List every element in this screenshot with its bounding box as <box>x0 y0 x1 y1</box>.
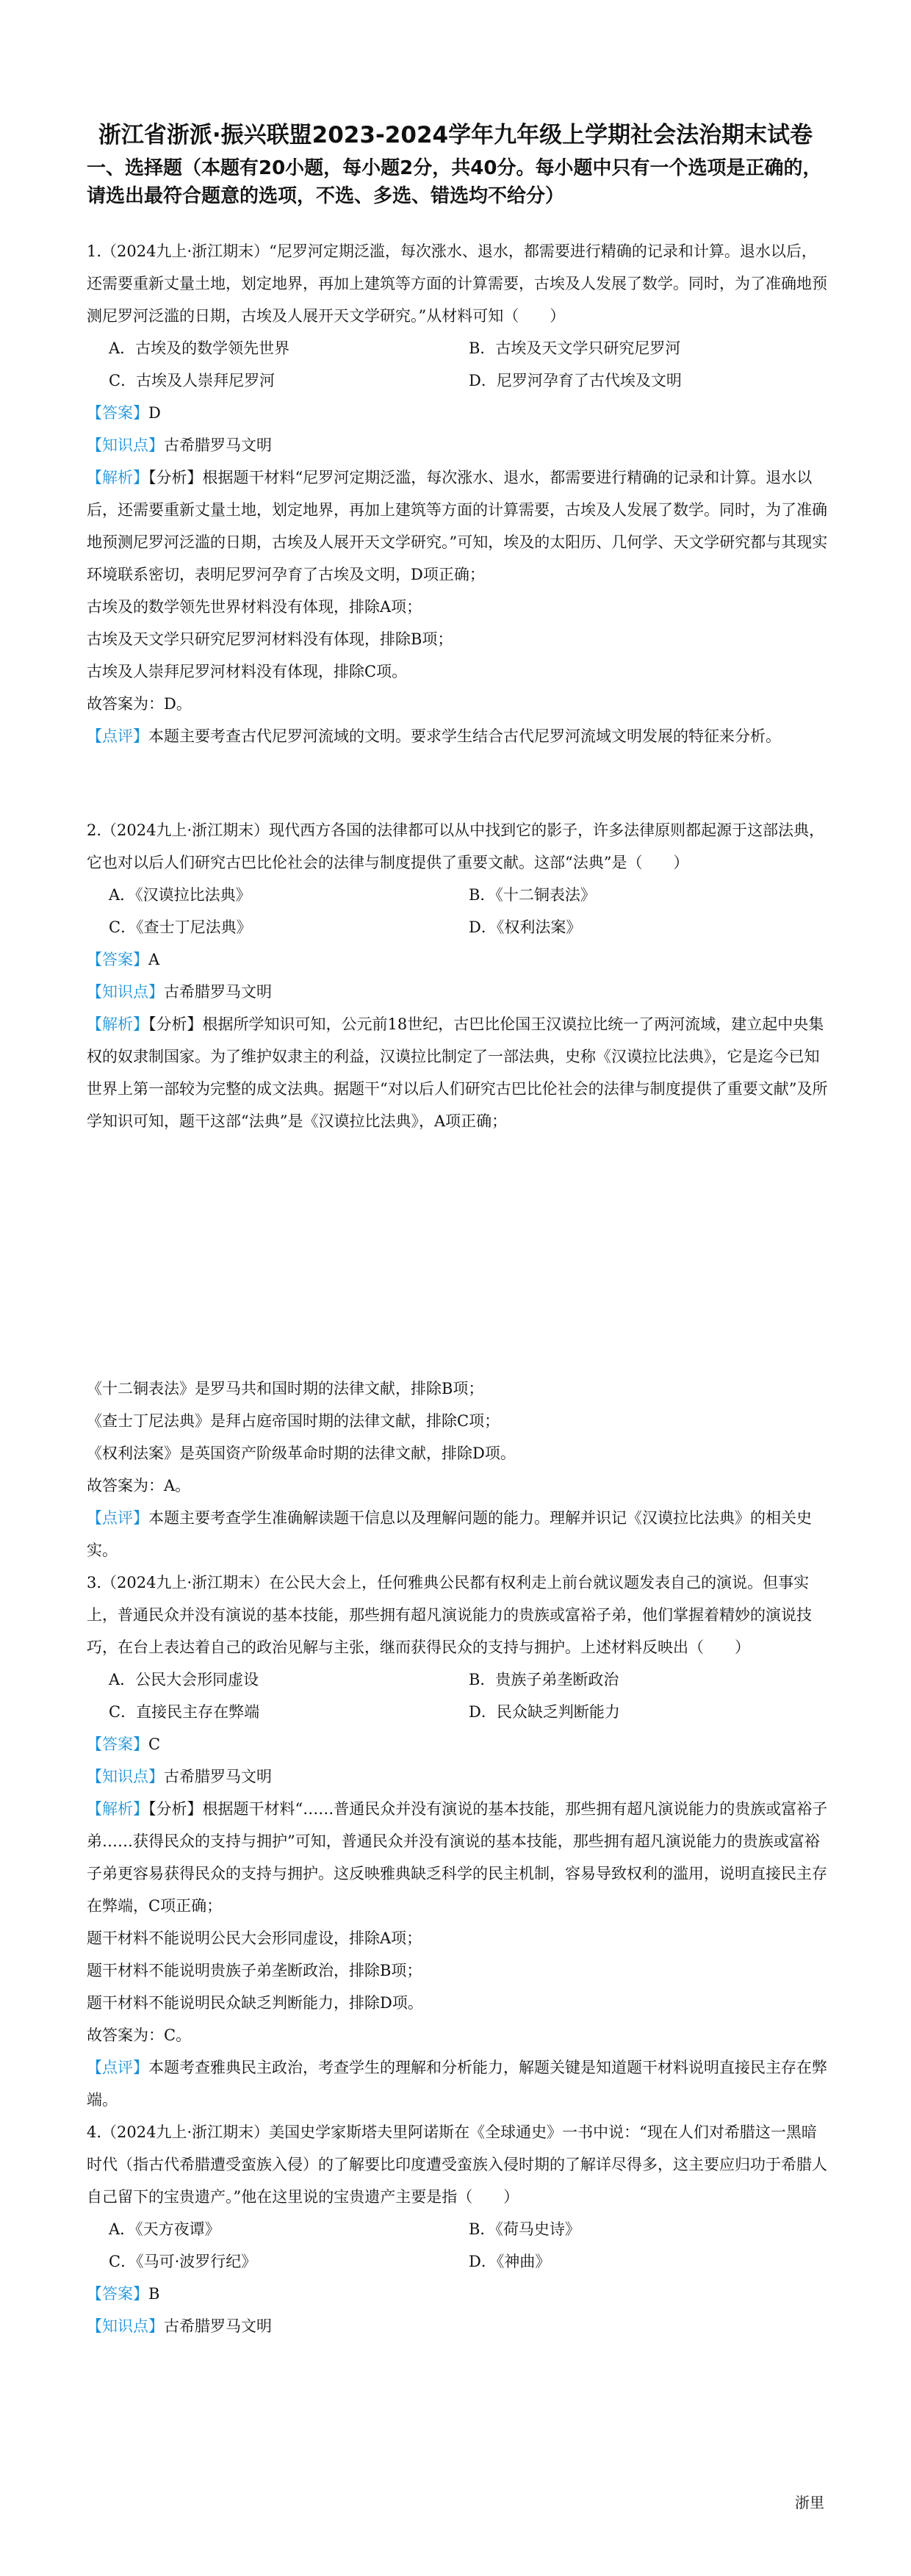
analysis-elimination: 《十二铜表法》是罗马共和国时期的法律文献，排除B项； <box>87 1380 484 1397</box>
final-answer: 故答案为：D。 <box>87 695 192 713</box>
question-1-stem: 1.（2024九上·浙江期末）“尼罗河定期泛滥，每次涨水、退水，都需要进行精确的记录和计算。退水以后，还需要重新丈量土地，划定地界，再加上建筑等方面的计算需要，古埃及人发展了数学。同时，为了准确地预测尼罗河泛滥的日期，古埃及人展开天文学研究。”从材料可知（ ） <box>87 242 827 325</box>
question-2-options-2 <box>87 911 829 943</box>
page-title: 浙江省浙派·振兴联盟2023-2024学年九年级上学期社会法治期末试卷 <box>98 122 813 148</box>
answer-value: D <box>148 404 161 422</box>
question-2 <box>87 814 829 1137</box>
final-answer: 故答案为：A。 <box>87 1477 191 1494</box>
comment-label: 【点评】 <box>87 1509 148 1527</box>
analysis-elimination: 题干材料不能说明民众缺乏判断能力，排除D项。 <box>87 1994 423 2012</box>
question-2-stem: 2.（2024九上·浙江期末）现代西方各国的法律都可以从中找到它的影子，许多法律原则都起源于这部法典，它也对以后人们研究古巴比伦社会的法律与制度提供了重要文献。这部“法典”是（ ） <box>87 821 825 871</box>
analysis-line <box>87 461 829 591</box>
question-2-options <box>87 879 829 911</box>
final-answer: 故答案为：C。 <box>87 2026 192 2044</box>
analysis-text: 【分析】根据题干材料“……普通民众并没有演说的基本技能，那些拥有超凡演说能力的贵族或富裕子弟……获得民众的支持与拥护”可知，普通民众并没有演说的基本技能，那些拥有超凡演说能力的贵族或富裕子弟更容易获得民众的支持与拥护。这反映雅典缺乏科学的民主机制，容易导致权利的滥用，说明直接民主存在弊端，C项正确； <box>87 1800 828 1915</box>
option-b: B．《十二铜表法》 <box>469 886 596 904</box>
analysis-elimination: 题干材料不能说明贵族子弟垄断政治，排除B项； <box>87 1962 422 1979</box>
analysis-line <box>87 1008 829 1137</box>
analysis-elimination: 《权利法案》是英国资产阶级革命时期的法律文献，排除D项。 <box>87 1444 516 1462</box>
answer-label: 【答案】 <box>87 2285 148 2303</box>
page-footer: 浙里 <box>795 2494 824 2511</box>
option-a: A．公民大会形同虚设 <box>109 1671 259 1688</box>
knowledge-line <box>87 429 829 461</box>
option-d: D．尼罗河孕育了古代埃及文明 <box>469 372 682 389</box>
section-heading: 一、选择题（本题有20小题，每小题2分，共40分。每小题中只有一个选项是正确的，请选出最符合题意的选项，不选、多选、错选均不给分） <box>87 157 822 207</box>
question-3-stem: 3.（2024九上·浙江期末）在公民大会上，任何雅典公民都有权利走上前台就议题发表自己的演说。但事实上，普通民众并没有演说的基本技能，那些拥有超凡演说能力的贵族或富裕子弟，他们掌握着精妙的演说技巧，在台上表达着自己的政治见解与主张，继而获得民众的支持与拥护。上述材料反映出（ ） <box>87 1574 812 1656</box>
knowledge-label: 【知识点】 <box>87 436 164 454</box>
analysis-label: 【解析】 <box>87 1015 148 1033</box>
answer-label: 【答案】 <box>87 404 148 422</box>
answer-label: 【答案】 <box>87 951 148 968</box>
answer-label: 【答案】 <box>87 1735 148 1753</box>
knowledge-value: 古希腊罗马文明 <box>164 983 272 1001</box>
comment-line <box>87 2051 829 2116</box>
question-3-options <box>87 1663 829 1696</box>
knowledge-line <box>87 2310 829 2342</box>
knowledge-line <box>87 1760 829 1793</box>
question-3-options-2 <box>87 1696 829 1728</box>
comment-text: 本题主要考查学生准确解读题干信息以及理解问题的能力。理解并识记《汉谟拉比法典》的相关史实。 <box>87 1509 812 1559</box>
analysis-elimination: 古埃及人崇拜尼罗河材料没有体现，排除C项。 <box>87 663 408 680</box>
answer-value: C <box>148 1735 161 1753</box>
knowledge-value: 古希腊罗马文明 <box>164 2317 272 2335</box>
option-d: D．民众缺乏判断能力 <box>469 1703 620 1721</box>
comment-line <box>87 1502 829 1566</box>
option-a: A．古埃及的数学领先世界 <box>109 339 290 357</box>
answer-value: B <box>148 2285 160 2303</box>
option-c: C．《马可·波罗行纪》 <box>109 2253 257 2270</box>
option-d: D．《神曲》 <box>469 2253 551 2270</box>
option-b: B．《荷马史诗》 <box>469 2220 580 2238</box>
option-c: C．古埃及人崇拜尼罗河 <box>109 372 276 389</box>
knowledge-label: 【知识点】 <box>87 2317 164 2335</box>
answer-value: A <box>148 951 160 968</box>
analysis-elimination: 《查士丁尼法典》是拜占庭帝国时期的法律文献，排除C项； <box>87 1412 500 1430</box>
question-4-options <box>87 2213 829 2245</box>
question-1-options-2 <box>87 364 829 397</box>
option-b: B．古埃及天文学只研究尼罗河 <box>469 339 681 357</box>
question-1 <box>87 235 829 752</box>
analysis-elimination: 古埃及天文学只研究尼罗河材料没有体现，排除B项； <box>87 630 453 648</box>
analysis-label: 【解析】 <box>87 1800 148 1818</box>
question-4-stem: 4.（2024九上·浙江期末）美国史学家斯塔夫里阿诺斯在《全球通史》一书中说：“现在人们对希腊这一黑暗时代（指古代希腊遭受蛮族入侵）的了解要比印度遭受蛮族入侵时期的了解详尽得多，这主要应归功于希腊人自己留下的宝贵遗产。”他在这里说的宝贵遗产主要是指（ ） <box>87 2123 827 2206</box>
comment-text: 本题主要考查古代尼罗河流域的文明。要求学生结合古代尼罗河流域文明发展的特征来分析。 <box>148 727 781 745</box>
knowledge-line <box>87 976 829 1008</box>
option-c: C．《查士丁尼法典》 <box>109 918 252 936</box>
knowledge-value: 古希腊罗马文明 <box>164 436 272 454</box>
option-d: D．《权利法案》 <box>469 918 582 936</box>
option-b: B．贵族子弟垄断政治 <box>469 1671 619 1688</box>
knowledge-label: 【知识点】 <box>87 983 164 1001</box>
comment-label: 【点评】 <box>87 2059 148 2076</box>
analysis-text: 【分析】根据所学知识可知，公元前18世纪，古巴比伦国王汉谟拉比统一了两河流域，建立起中央集权的奴隶制国家。为了维护奴隶主的利益，汉谟拉比制定了一部法典，史称《汉谟拉比法典》，它是迄今已知世界上第一部较为完整的成文法典。据题干“对以后人们研究古巴比伦社会的法律与制度提供了重要文献”及所学知识可知，题干这部“法典”是《汉谟拉比法典》，A项正确； <box>87 1015 828 1130</box>
knowledge-value: 古希腊罗马文明 <box>164 1768 272 1785</box>
option-a: A．《天方夜谭》 <box>109 2220 220 2238</box>
analysis-elimination: 题干材料不能说明公民大会形同虚设，排除A项； <box>87 1929 422 1947</box>
comment-text: 本题考查雅典民主政治，考查学生的理解和分析能力，解题关键是知道题干材料说明直接民主存在弊端。 <box>87 2059 827 2109</box>
answer-line <box>87 1728 829 1760</box>
option-c: C．直接民主存在弊端 <box>109 1703 260 1721</box>
analysis-text: 【分析】根据题干材料“尼罗河定期泛滥，每次涨水、退水，都需要进行精确的记录和计算。退水以后，还需要重新丈量土地，划定地界，再加上建筑等方面的计算需要，古埃及人发展了数学。同时，为了准确地预测尼罗河泛滥的日期，古埃及人展开天文学研究。”可知，埃及的太阳历、几何学、天文学研究都与其现实环境联系密切，表明尼罗河孕育了古埃及文明，D项正确； <box>87 469 828 583</box>
answer-line <box>87 943 829 976</box>
analysis-elimination: 古埃及的数学领先世界材料没有体现，排除A项； <box>87 598 422 616</box>
comment-label: 【点评】 <box>87 727 148 745</box>
answer-line <box>87 2278 829 2310</box>
analysis-line <box>87 1793 829 1922</box>
option-a: A．《汉谟拉比法典》 <box>109 886 251 904</box>
knowledge-label: 【知识点】 <box>87 1768 164 1785</box>
question-1-options <box>87 332 829 364</box>
comment-line <box>87 720 829 752</box>
question-4-options-2 <box>87 2245 829 2278</box>
question-2-continued <box>87 1372 829 2342</box>
analysis-label: 【解析】 <box>87 469 148 486</box>
answer-line <box>87 397 829 429</box>
